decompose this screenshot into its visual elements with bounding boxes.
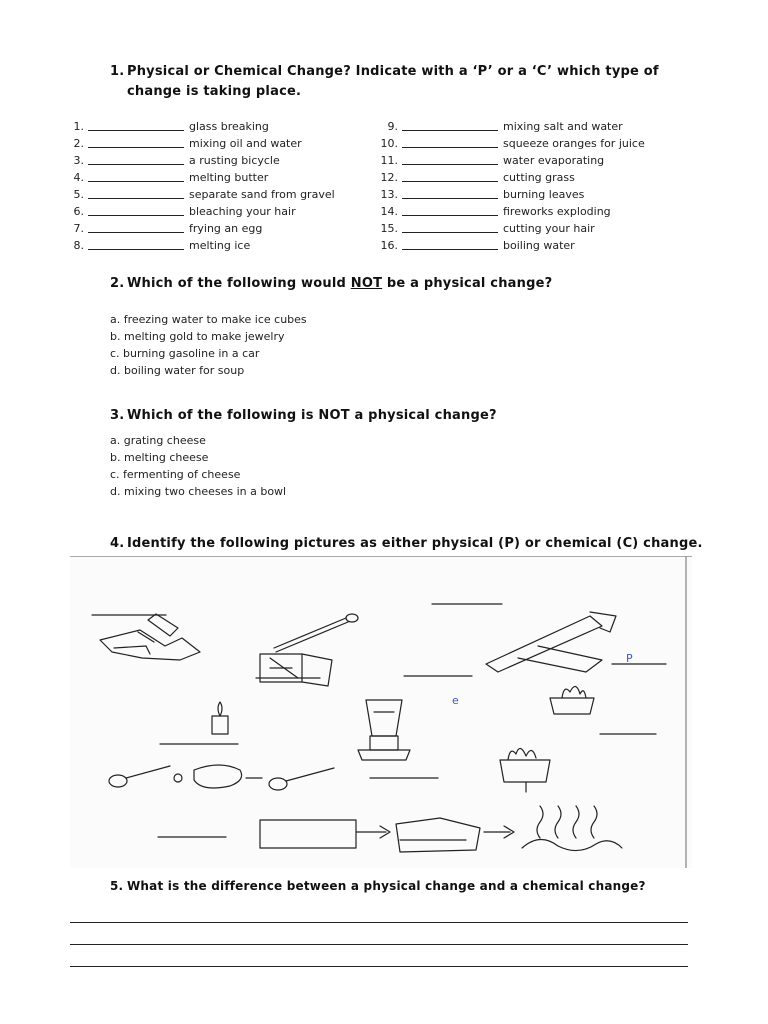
answer-blank[interactable] — [402, 135, 498, 148]
item-number: 16. — [380, 239, 398, 252]
answer-line[interactable] — [70, 944, 688, 945]
answer-blank[interactable] — [402, 186, 498, 199]
item-text: frying an egg — [189, 222, 263, 235]
question-4-pictures — [70, 556, 692, 868]
list-item — [70, 237, 335, 254]
list-item — [370, 152, 645, 169]
question-number: 3. — [110, 408, 125, 423]
question-1-right-list — [370, 118, 645, 254]
question-4-heading — [110, 534, 703, 554]
question-number: 4. — [110, 536, 125, 551]
item-number: 13. — [380, 188, 398, 201]
answer-blank[interactable] — [88, 169, 184, 182]
list-item — [370, 135, 645, 152]
list-item — [370, 203, 645, 220]
question-text: What is the difference between a physical change and a chemical change? — [127, 879, 646, 893]
question-text-before: Which of the following would — [127, 276, 351, 291]
question-2-heading — [110, 274, 552, 294]
item-number: 6. — [73, 205, 84, 218]
question-text-line1: Physical or Chemical Change? Indicate with a ‘P’ or a ‘C’ which type of — [127, 64, 659, 79]
item-text: squeeze oranges for juice — [503, 137, 645, 150]
item-text: mixing oil and water — [189, 137, 302, 150]
item-number: 9. — [387, 120, 398, 133]
item-number: 15. — [380, 222, 398, 235]
emphasis-not: NOT — [350, 276, 383, 291]
answer-blank[interactable] — [88, 135, 184, 148]
list-item — [70, 169, 335, 186]
item-number: 10. — [380, 137, 398, 150]
item-text: cutting grass — [503, 171, 575, 184]
item-number: 8. — [73, 239, 84, 252]
answer-blank[interactable] — [88, 237, 184, 250]
list-item — [70, 203, 335, 220]
list-item — [370, 186, 645, 203]
question-5-heading — [110, 876, 646, 896]
item-number: 2. — [73, 137, 84, 150]
question-1-left-list — [70, 118, 335, 254]
item-number: 5. — [73, 188, 84, 201]
option-c[interactable]: c. fermenting of cheese — [110, 468, 241, 481]
answer-blank[interactable] — [88, 203, 184, 216]
answer-blank[interactable] — [402, 169, 498, 182]
answer-blank[interactable] — [88, 186, 184, 199]
pencil-mark: e — [452, 694, 459, 707]
list-item — [70, 220, 335, 237]
item-text: bleaching your hair — [189, 205, 296, 218]
pencil-mark: P — [626, 652, 633, 665]
list-item — [370, 237, 645, 254]
list-item — [70, 135, 335, 152]
item-number: 14. — [380, 205, 398, 218]
answer-blank[interactable] — [402, 203, 498, 216]
answer-blank[interactable] — [402, 220, 498, 233]
item-text: glass breaking — [189, 120, 269, 133]
list-item — [70, 186, 335, 203]
list-item — [370, 118, 645, 135]
list-item — [370, 169, 645, 186]
item-text: water evaporating — [503, 154, 605, 167]
item-number: 1. — [73, 120, 84, 133]
item-number: 3. — [73, 154, 84, 167]
question-text-line2: change is taking place. — [127, 84, 302, 99]
item-text: mixing salt and water — [503, 120, 623, 133]
question-text: Which of the following is NOT a physical change? — [127, 408, 497, 423]
option-d[interactable]: d. boiling water for soup — [110, 364, 245, 377]
question-text: Identify the following pictures as either physical (P) or chemical (C) change. — [127, 536, 703, 551]
answer-blank[interactable] — [88, 118, 184, 131]
item-text: burning leaves — [503, 188, 585, 201]
item-text: fireworks exploding — [503, 205, 611, 218]
item-text: melting butter — [189, 171, 269, 184]
answer-blank[interactable] — [402, 118, 498, 131]
item-text: a rusting bicycle — [189, 154, 280, 167]
item-number: 7. — [73, 222, 84, 235]
item-text: boiling water — [503, 239, 575, 252]
item-number: 11. — [380, 154, 398, 167]
item-number: 4. — [73, 171, 84, 184]
answer-blank[interactable] — [402, 152, 498, 165]
list-item — [70, 152, 335, 169]
option-b[interactable]: b. melting cheese — [110, 451, 209, 464]
list-item — [370, 220, 645, 237]
option-a[interactable]: a. grating cheese — [110, 434, 206, 447]
question-number: 5. — [110, 879, 124, 893]
option-c[interactable]: c. burning gasoline in a car — [110, 347, 260, 360]
answer-line[interactable] — [70, 966, 688, 967]
question-3-heading — [110, 406, 497, 426]
option-b[interactable]: b. melting gold to make jewelry — [110, 330, 285, 343]
question-3-options — [110, 432, 286, 500]
question-2-options — [110, 311, 307, 379]
item-text: cutting your hair — [503, 222, 595, 235]
answer-blank[interactable] — [88, 220, 184, 233]
option-a[interactable]: a. freezing water to make ice cubes — [110, 313, 307, 326]
item-number: 12. — [380, 171, 398, 184]
question-text-after: be a physical change? — [382, 276, 553, 291]
item-text: melting ice — [189, 239, 251, 252]
question-number: 2. — [110, 276, 125, 291]
answer-blank[interactable] — [402, 237, 498, 250]
answer-line[interactable] — [70, 922, 688, 923]
question-1-heading — [110, 62, 659, 102]
question-number: 1. — [110, 64, 125, 79]
item-text: separate sand from gravel — [189, 188, 335, 201]
list-item — [70, 118, 335, 135]
answer-blank[interactable] — [88, 152, 184, 165]
option-d[interactable]: d. mixing two cheeses in a bowl — [110, 485, 287, 498]
